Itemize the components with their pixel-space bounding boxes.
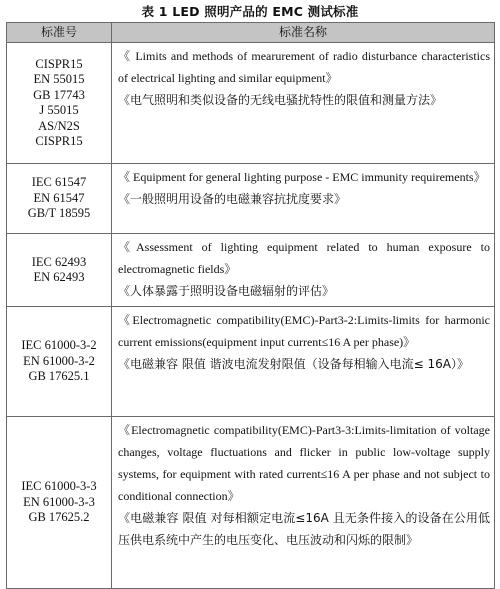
standard-codes-cell bbox=[7, 234, 112, 307]
table-row bbox=[7, 234, 495, 307]
standard-name-english: 《Electromagnetic compatibility(EMC)-Part3-2:Limits-limits for harmonic current emissions(equipment input current≤16 A per phase)》 bbox=[118, 313, 490, 349]
standard-code: EN 55015 bbox=[33, 72, 85, 86]
standard-code: EN 61547 bbox=[33, 190, 85, 205]
header-standard-name: 标准名称 bbox=[112, 23, 495, 43]
standard-code: EN 61000-3-3 bbox=[23, 494, 95, 509]
emc-standards-table bbox=[6, 22, 495, 589]
standard-codes-cell bbox=[7, 164, 112, 234]
standard-name-chinese: 《电磁兼容 限值 谐波电流发射限值（设备每相输入电流≤ 16A）》 bbox=[118, 357, 469, 371]
standard-name-chinese: 《人体暴露于照明设备电磁辐射的评估》 bbox=[118, 284, 335, 298]
table-header-row bbox=[7, 23, 495, 43]
standard-code: IEC 61000-3-2 bbox=[21, 338, 97, 353]
standard-name-chinese: 《电气照明和类似设备的无线电骚扰特性的限值和测量方法》 bbox=[118, 93, 443, 107]
standard-name-chinese: 《一般照明用设备的电磁兼容抗扰度要求》 bbox=[118, 192, 347, 206]
standard-code: GB/T 18595 bbox=[27, 206, 91, 221]
standard-name-english: 《 Equipment for general lighting purpose - EMC immunity requirements》 bbox=[118, 170, 486, 184]
standard-name-cell bbox=[112, 43, 495, 164]
table-caption: 表 1 LED 照明产品的 EMC 测试标准 bbox=[141, 4, 359, 19]
standard-name-english: 《Assessment of lighting equipment related to human exposure to electromagnetic fields》 bbox=[118, 240, 490, 276]
table-row bbox=[7, 43, 495, 164]
table-row bbox=[7, 307, 495, 417]
standard-codes-cell bbox=[7, 417, 112, 589]
standard-code: GB 17625.1 bbox=[28, 369, 90, 384]
standard-name-cell bbox=[112, 234, 495, 307]
standard-code: AS/N2S bbox=[38, 118, 80, 133]
standard-code: J 55015 bbox=[39, 103, 79, 117]
standard-name-english: 《Electromagnetic compatibility(EMC)-Part3-3:Limits-limitation of voltage changes, voltage fluctuations and flicker in public low-voltage supply systems, for equipment with rated current≤16 A per phase and not subject to conditional connection》 bbox=[118, 423, 490, 503]
standard-name-chinese: 《电磁兼容 限值 对每相额定电流≤16A 且无条件接入的设备在公用低压供电系统中产生的电压变化、电压波动和闪烁的限制》 bbox=[118, 511, 490, 547]
standard-code: CISPR15 bbox=[35, 56, 83, 71]
standard-name-cell bbox=[112, 164, 495, 234]
standard-code: GB 17625.2 bbox=[28, 510, 90, 525]
standard-code: IEC 61547 bbox=[31, 175, 87, 190]
table-row bbox=[7, 417, 495, 589]
standard-name-english: 《 Limits and methods of mearurement of radio disturbance characteristics of electrical lighting and similar equipment》 bbox=[118, 49, 490, 85]
standard-code: IEC 62493 bbox=[31, 254, 87, 269]
standard-codes-cell bbox=[7, 43, 112, 164]
standard-code: CISPR15 bbox=[35, 134, 83, 148]
header-standard-code: 标准号 bbox=[7, 23, 112, 43]
standard-code: EN 61000-3-2 bbox=[23, 353, 95, 368]
standard-code: GB 17743 bbox=[33, 87, 85, 102]
standard-code: EN 62493 bbox=[33, 270, 85, 284]
table-row bbox=[7, 164, 495, 234]
standard-codes-cell bbox=[7, 307, 112, 417]
standard-name-cell bbox=[112, 307, 495, 417]
standard-name-cell bbox=[112, 417, 495, 589]
standard-code: IEC 61000-3-3 bbox=[21, 479, 97, 494]
